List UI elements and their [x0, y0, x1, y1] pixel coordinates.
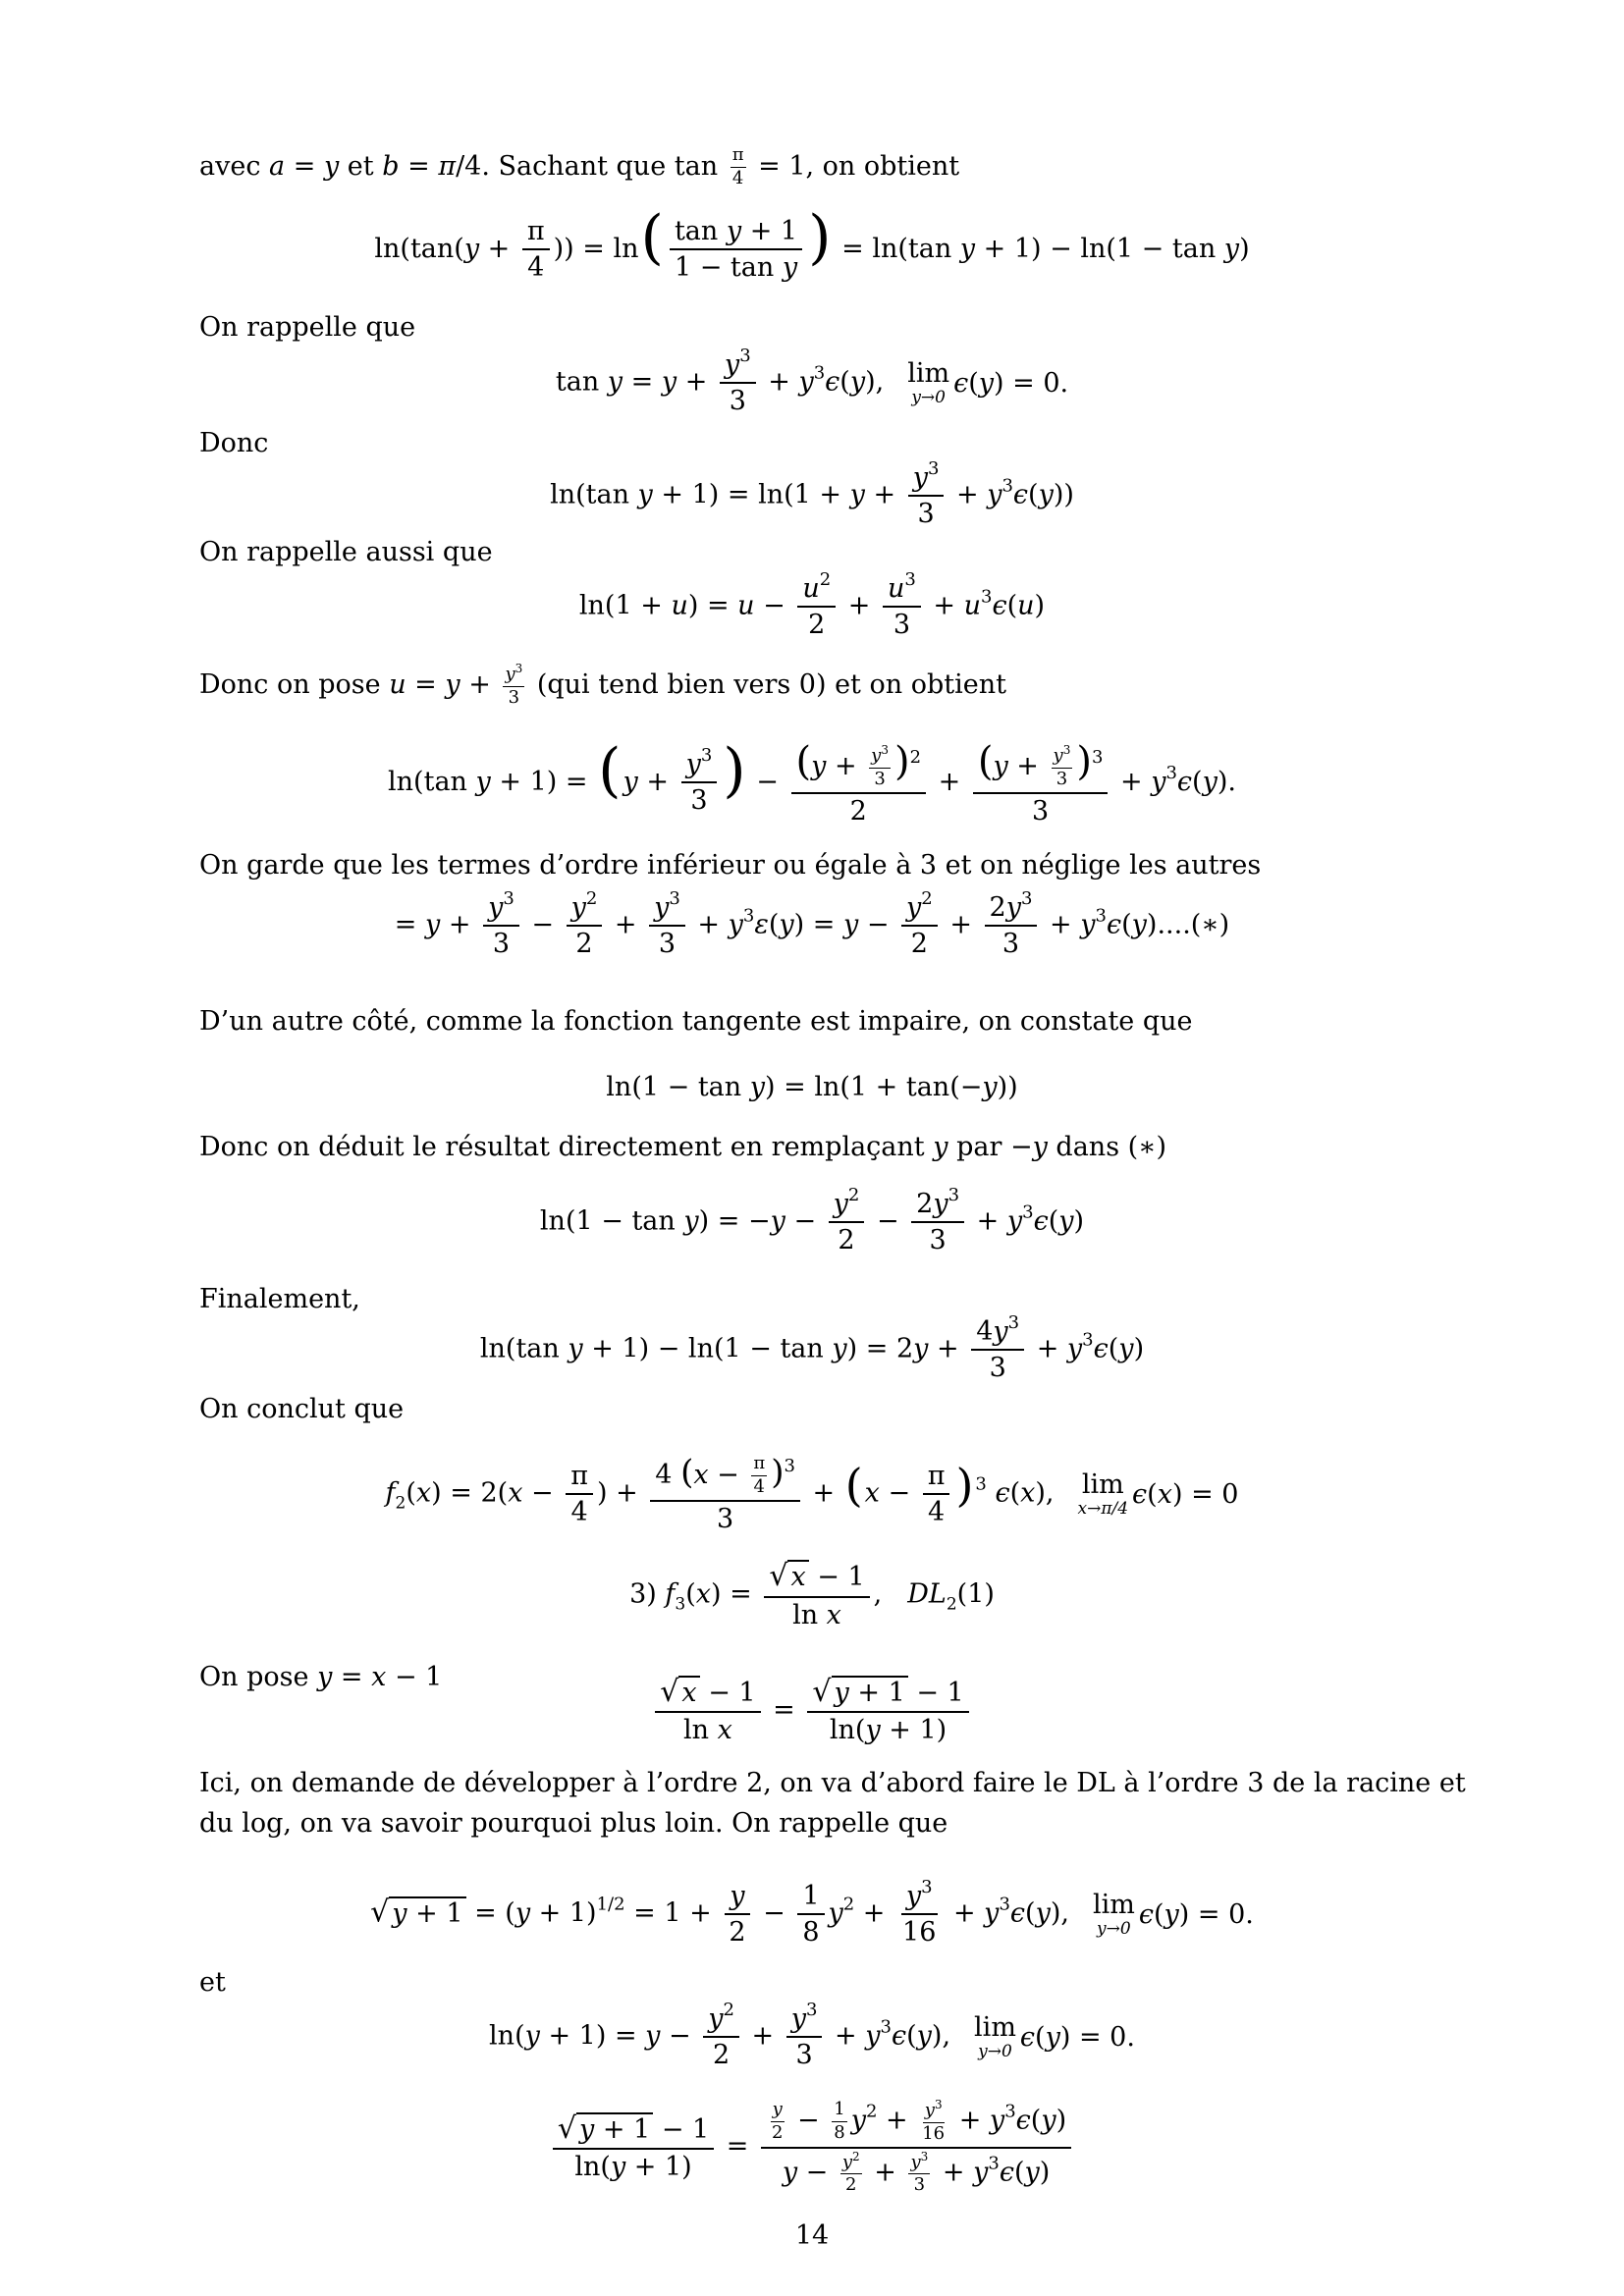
paragraph-text: Donc on pose u = y + $\frac{y^3}{3}$ (qui tend bien vers 0) et on obtient [199, 662, 1006, 708]
paragraph-conclut: On conclut que [199, 1394, 405, 1424]
equation-6: = y + $\frac{y^3}{3}$ − $\frac{y^2}{2}$ + $\frac{y^3}{3}$ + $y^3\varepsilon(y) = y$ − $\frac{y^2}{2}$ + $\frac{2y^3}{3}$ + $y^3\epsilon(y)....(∗)$ [394, 887, 1230, 959]
paragraph-donc: Donc [199, 428, 269, 458]
equation-11: 3) $f_3(x)$ = $\frac{√ x - 1}{\text{ln x}}$ , $DL_2(1)$ [629, 1559, 995, 1630]
paragraph-rappelle-aussi: On rappelle aussi que [199, 537, 493, 567]
equation-2: tan y = y + $\frac{y^3}{3}$ + $y^3\epsilon(y)$, lim y→0 ϵ(y) = 0. [555, 345, 1069, 416]
equation-10: $f_2(x) = 2(x$ − $\frac{\pi}{4}$ ) + 4 (x − $\frac{\pi}{4}$ )$^3$ 3 + (x − $\frac{\pi}{4}$ ) $^3$ ϵ(x), lim x→π/4 ϵ(x) = 0 [385, 1453, 1239, 1534]
paragraph-ordre-2-a: Ici, on demande de développer à l’ordre 2, on va d’abord faire le DL à l’ordre 3 de la racine et [199, 1768, 1466, 1798]
paragraph-rappelle: On rappelle que [199, 312, 416, 343]
paragraph-deduit [199, 1132, 1166, 1162]
paragraph-text: On pose y = x − 1 [199, 1662, 443, 1692]
equation-15: $\frac{√ y + 1 - 1}{\ln(y + 1)}$ = $\frac{y}{2}$ − $\frac{1}{8}$ $y^2$ + $\frac{y^3}{16}$ + $y^3\epsilon(y)$ y − $\frac{y^2}{2}$ + $\frac{y^3}{3}$ + $y^3\epsilon(y)$ [0, 2096, 1624, 2199]
equation-5: ln(tan y + 1) = (y + $\frac{y^3}{3}$ ) − (y + $\frac{y^3}{3}$ )$^2$ 2 + (y + $\frac{y^3}{3}$ )$^3$ 3 + $y^3\epsilon(y)$. [388, 735, 1236, 827]
equation-13: √ $y + 1 = (y + 1)^{1/2} = 1$ + $\frac{y}{2}$ − $\frac{1}{8}$ $y^2$ + $\frac{y^3}{16}$ + $y^3\epsilon(y)$, lim y→0 ϵ(y) = 0. [370, 1876, 1254, 1948]
equation-12: $\frac{√ x - 1}{\text{ln x}}$ = $\frac{√ y + 1 - 1}{\ln(y + 1)}$ [0, 1669, 1624, 1752]
paragraph-et: et [199, 1967, 226, 1998]
equation-7: ln(1 − tan y) = ln(1 + tan(−y)) [606, 1072, 1018, 1102]
equation-1: ln(tan(y + $\frac{\pi}{4}$ )) = ln( $\frac{\text{tan y + 1}}{\text{1 − tan y}}$ ) = ln(tan y + 1) − ln(1 − tan y) [374, 202, 1250, 284]
paragraph-pose-u [199, 663, 1006, 708]
paragraph-sachant [199, 145, 959, 188]
equation-3: ln(tan y + 1) = ln(1 + y + $\frac{y^3}{3}$ + $y^3\epsilon(y)$) [550, 457, 1074, 529]
paragraph-text: Donc on déduit le résultat directement en remplaçant y par −y dans (∗) [199, 1132, 1167, 1162]
equation-8: ln(1 − tan y) = −y − $\frac{y^2}{2}$ − $\frac{2y^3}{3}$ + $y^3\epsilon(y)$ [539, 1184, 1085, 1255]
equation-9: ln(tan y + 1) − ln(1 − tan y) = 2y + $\frac{4y^3}{3}$ + $y^3\epsilon(y)$ [479, 1311, 1145, 1383]
paragraph-ordre-2-b: du log, on va savoir pourquoi plus loin. On rappelle que [199, 1808, 948, 1839]
paragraph-text: avec a = y et b = π/4. Sachant que tan $\frac{\pi}{4}$ = 1, on obtient [199, 144, 960, 188]
page-number: 14 [794, 2220, 830, 2251]
paragraph-impaire: D’un autre côté, comme la fonction tangente est impaire, on constate que [199, 1006, 1193, 1037]
equation-14: ln(y + 1) = y − $\frac{y^2}{2}$ + $\frac{y^3}{3}$ + $y^3\epsilon(y)$, lim y→0 ϵ(y) = 0. [489, 1999, 1135, 2070]
equation-4: ln(1 + u) = u − $\frac{u^2}{2}$ + $\frac{u^3}{3}$ + $u^3\epsilon(u)$ [578, 568, 1046, 640]
paragraph-finalement: Finalement, [199, 1284, 360, 1314]
paragraph-termes: On garde que les termes d’ordre inférieur ou égale à 3 et on néglige les autres [199, 850, 1262, 881]
